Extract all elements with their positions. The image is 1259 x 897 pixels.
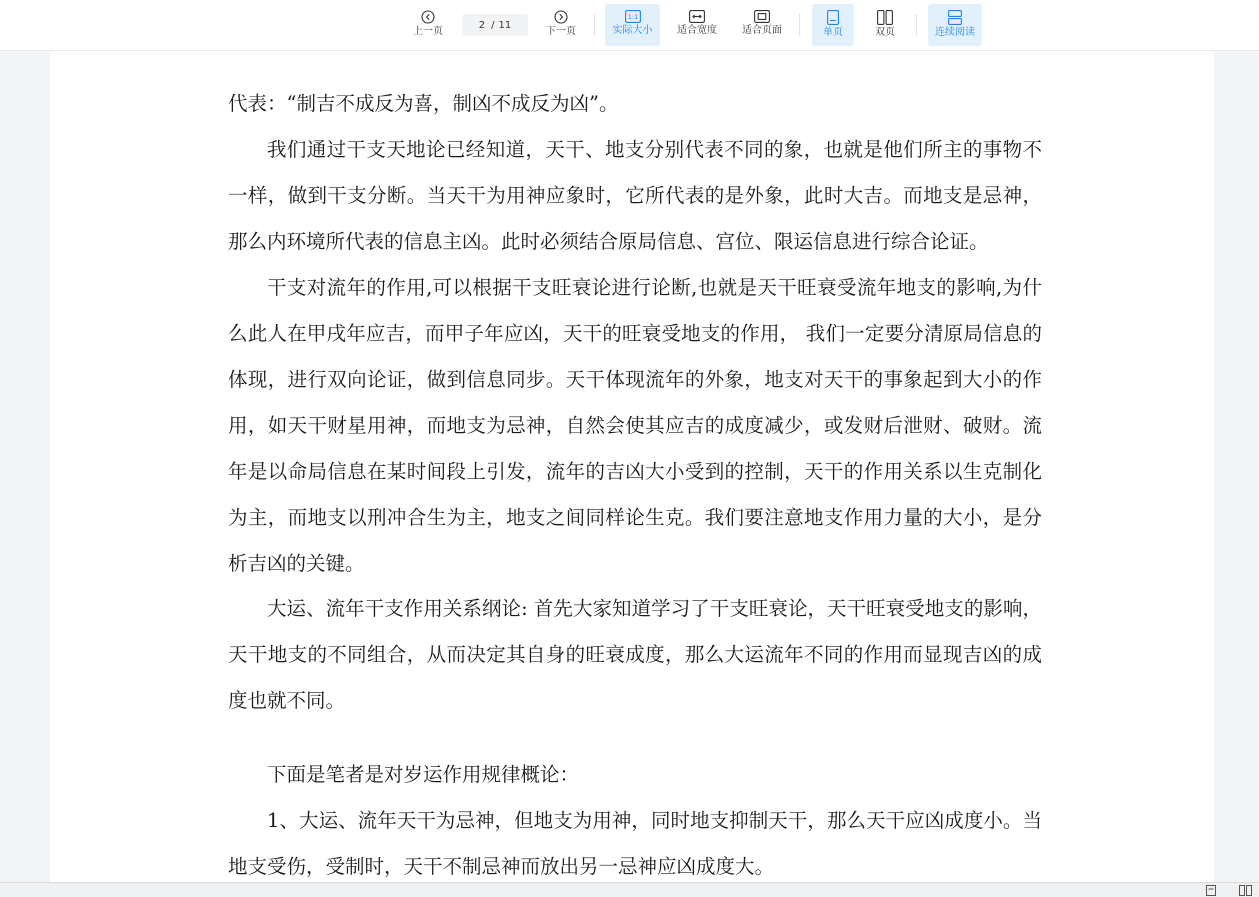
single-page-icon (827, 10, 839, 25)
svg-text:1:1: 1:1 (627, 13, 638, 22)
single-page-status-icon[interactable] (1206, 885, 1216, 896)
actual-size-label: 实际大小 (612, 25, 653, 36)
actual-size-button[interactable] (605, 4, 660, 46)
paragraph: 1、大运、流年天干为忌神，但地支为用神，同时地支抑制天干，那么天干应凶成度小。当地支受伤，受制时，天干不制忌神而放出另一忌神应凶成度大。 (228, 809, 1042, 878)
paragraph: 代表：“制吉不成反为喜，制凶不成反为凶”。 (228, 92, 619, 115)
page-separator: / (491, 19, 495, 31)
fit-page-label: 适合页面 (742, 25, 782, 36)
paragraph: 干支对流年的作用,可以根据干支旺衰论进行论断,也就是天干旺衰受流年地支的影响,为什么此人在甲戌年应吉，而甲子年应凶，天干的旺衰受地支的作用， 我们一定要分清原局信息的体现，进行双向论证，做到信息同步。天干体现流年的外象，地支对天干的事象起到大小的作用，如天干财星用神，而地支为忌神，自然会使其应吉的成度减少，或发财后泄财、破财。流年是以命局信息在某时间段上引发，流年的吉凶大小受到的控制，天干的作用关系以生克制化为主，而地支以刑冲合生为主，地支之间同样论生克。我们要注意地支作用力量的大小，是分析吉凶的关键。 (228, 276, 1042, 575)
single-page-button[interactable] (812, 4, 854, 46)
continuous-reading-button[interactable] (928, 4, 982, 46)
fit-width-icon (689, 10, 705, 23)
double-page-label: 双页 (875, 27, 895, 38)
viewer-toolbar (0, 0, 1259, 51)
next-page-label: 下一页 (546, 26, 576, 37)
toolbar-divider (799, 14, 800, 36)
double-page-button[interactable] (864, 4, 906, 46)
fit-width-button[interactable] (670, 4, 724, 46)
paragraph: 下面是笔者是对岁运作用规律概论： (267, 763, 580, 786)
prev-page-label: 上一页 (413, 26, 443, 37)
current-page-input[interactable]: 2 (478, 19, 486, 31)
status-bar (0, 882, 1259, 897)
fit-page-icon (754, 10, 770, 23)
continuous-reading-icon (948, 10, 962, 25)
double-page-status-icon[interactable] (1239, 885, 1252, 896)
chevron-left-circle-icon (421, 10, 435, 24)
toolbar-divider (916, 14, 917, 36)
document-page (50, 51, 1214, 882)
actual-size-icon (625, 10, 641, 23)
paragraph: 大运、流年干支作用关系纲论: 首先大家知道学习了干支旺衰论，天干旺衰受地支的影响，天干地支的不同组合，从而决定其自身的旺衰成度，那么大运流年不同的作用而显现吉凶的成度也就不同。 (228, 597, 1042, 712)
double-page-icon (877, 10, 893, 25)
single-page-label: 单页 (823, 27, 843, 38)
fit-width-label: 适合宽度 (677, 25, 717, 36)
chevron-right-circle-icon (554, 10, 568, 24)
next-page-button[interactable] (538, 4, 584, 46)
prev-page-button[interactable] (405, 4, 451, 46)
total-pages: 11 (498, 19, 512, 31)
page-number-box[interactable] (462, 14, 528, 36)
continuous-reading-label: 连续阅读 (935, 27, 975, 38)
paragraph: 我们通过干支天地论已经知道，天干、地支分别代表不同的象，也就是他们所主的事物不一样，做到干支分断。当天干为用神应象时，它所代表的是外象，此时大吉。而地支是忌神，那么内环境所代表的信息主凶。此时必须结合原局信息、宫位、限运信息进行综合论证。 (228, 138, 1042, 253)
fit-page-button[interactable] (735, 4, 789, 46)
toolbar-divider (594, 14, 595, 36)
